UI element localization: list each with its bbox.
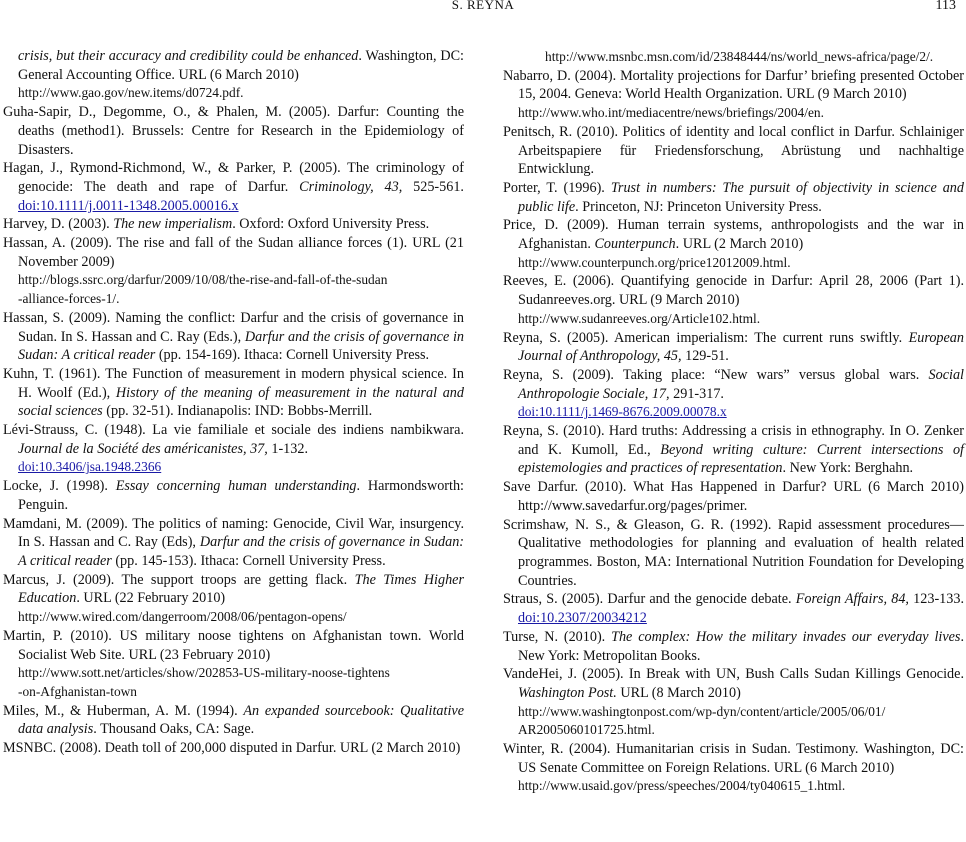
ref-url[interactable]: http://www.gao.gov/new.items/d0724.pdf. [18,85,244,101]
ref-title: Beyond writing culture: Current intersections of epistemologies and practices of representation [518,441,964,477]
ref-text: Kuhn, T. (1961). The Function of measurement in modern physical science. In H. Woolf (Ed.), [3,365,464,401]
ref-text: 525-561. [402,178,464,195]
ref-text: . New York: Berghahn. [782,460,914,477]
ref-text: Reeves, E. (2006). Quantifying genocide in Darfur: April 28, 2006 (Part 1). Sudanreeves.org. URL (9 March 2010) [503,273,964,309]
ref-text: Straus, S. (2005). Darfur and the genocide debate. [503,591,796,608]
ref-text: Penitsch, R. (2010). Politics of identity and local conflict in Darfur. Schlainiger Arbeitspapiere für Friedensforschung, Abrüstung und nachhaltige Entwicklung. [503,123,964,178]
references-right-column [503,48,964,796]
ref-text: Winter, R. (2004). Humanitarian crisis in Sudan. Testimony. Washington, DC: US Senate Committee on Foreign Relations. URL (6 March 2010) [503,741,964,776]
ref-text: URL (8 March 2010) [616,684,741,701]
ref-url[interactable]: http://www.sott.net/articles/show/202853-US-military-noose-tightens [18,665,390,681]
reference-entry [503,123,964,179]
reference-entry [3,47,464,103]
reference-entry [503,272,964,328]
ref-text: (pp. 145-153). Ithaca: Cornell University Press. [111,552,386,569]
ref-text: Locke, J. (1998). [3,478,116,495]
reference-entry [503,67,964,123]
ref-text: . URL (2 March 2010) [675,236,804,253]
reference-entry [503,422,964,478]
reference-entry [3,215,464,234]
ref-text: . Harmondsworth: Penguin. [18,478,464,513]
ref-journal: European Journal of Anthropology, 45, [518,329,964,365]
reference-entry [503,48,964,67]
ref-url[interactable]: http://www.counterpunch.org/price12012009.html. [518,254,791,270]
reference-entry [503,516,964,591]
references-left-column [3,47,464,758]
doi-link[interactable]: doi:10.1111/j.1469-8676.2009.00078.x [518,404,727,420]
ref-url[interactable]: http://www.sudanreeves.org/Article102.html. [518,310,761,326]
reference-entry [503,366,964,422]
ref-text: Turse, N. (2010). [503,628,612,645]
ref-journal: The Times Higher Education [18,571,464,607]
reference-entry [503,590,964,627]
reference-entry [503,740,964,796]
ref-title: An expanded sourcebook: Qualitative data analysis [18,702,464,738]
ref-url[interactable]: http://www.usaid.gov/press/speeches/2004/ty040615_1.html. [518,778,846,794]
doi-link[interactable]: doi:10.2307/20034212 [518,610,647,627]
ref-text: Hassan, A. (2009). The rise and fall of the Sudan alliance forces (1). URL (21 November 2009) [3,235,464,270]
ref-journal: Journal de la Société des américanistes, 37, [18,440,268,457]
ref-text: Lévi-Strauss, C. (1948). La vie familiale et sociale des indiens nambikwara. [3,422,464,439]
reference-entry [503,478,964,515]
ref-text: Price, D. (2009). Human terrain systems, anthropologists and the war in Afghanistan. [503,217,964,253]
ref-text: Porter, T. (1996). [503,179,611,196]
ref-title: Darfur and the crisis of governance in Sudan: A critical reader [18,534,465,569]
ref-url-continued[interactable]: -on-Afghanistan-town [18,683,137,699]
ref-text: Guha-Sapir, D., Degomme, O., & Phalen, M. (2005). Darfur: Counting the deaths (method1). Brussels: Centre for Research in the Epidemiology of Disasters. [3,104,464,158]
ref-journal: Foreign Affairs, 84, [795,591,909,608]
ref-journal: Washington Post. [518,684,617,701]
ref-text: Reyna, S. (2009). Taking place: “New wars” versus global wars. [503,366,929,383]
running-header-author: S. REYNA [451,0,515,12]
ref-text: . Princeton, NJ: Princeton University Press. [575,198,822,215]
reference-entry [3,421,464,477]
ref-journal: Criminology, 43, [299,178,403,195]
ref-text: MSNBC. (2008). Death toll of 200,000 disputed in Darfur. URL (2 March 2010) [3,740,461,757]
reference-entry [503,216,964,272]
ref-text: Nabarro, D. (2004). Mortality projections for Darfur’ briefing presented October 15, 2004. Geneva: World Health Organization. URL (9 March 2010) [503,67,964,103]
reference-entry [3,627,464,702]
ref-journal: Social Anthropologie Sociale, 17, [518,366,964,402]
reference-entry [3,702,464,739]
reference-entry [3,234,464,309]
ref-text: . Thousand Oaks, CA: Sage. [93,721,255,738]
ref-text: Martin, P. (2010). US military noose tightens on Afghanistan town. World Socialist Web Site. URL (23 February 2010) [3,627,464,663]
reference-entry [3,159,464,215]
reference-entry [3,571,464,627]
ref-title: crisis, but their accuracy and credibility could be enhanced [18,48,359,64]
ref-text: Scrimshaw, N. S., & Gleason, G. R. (1992). Rapid assessment procedures—Qualitative methodologies for planning and evaluation of health related programmes. Boston, MA: International Nutrition Foundation for Developing Countries. [503,516,964,589]
ref-text: 129-51. [681,348,729,365]
reference-entry [3,103,464,159]
ref-title: Darfur and the crisis of governance in Sudan: A critical reader [18,328,464,364]
ref-text: . URL (22 February 2010) [76,590,226,607]
ref-text: . Washington, DC: General Accounting Office. URL (6 March 2010) [18,48,464,83]
ref-text: (pp. 154-169). Ithaca: Cornell University Press. [155,347,430,364]
ref-title: Trust in numbers: The pursuit of objectivity in science and public life [518,179,964,215]
ref-text: Hagan, J., Rymond-Richmond, W., & Parker, P. (2005). The criminology of genocide: The death and rape of Darfur. [3,160,464,195]
ref-url-continued[interactable]: AR2005060101725.html. [518,722,655,738]
ref-url[interactable]: http://www.washingtonpost.com/wp-dyn/content/article/2005/06/01/ [518,703,886,719]
ref-text: . New York: Metropolitan Books. [518,628,965,664]
ref-text: 291-317. [669,385,724,402]
reference-entry [503,665,964,740]
ref-journal: Counterpunch [594,236,676,253]
ref-url[interactable]: http://blogs.ssrc.org/darfur/2009/10/08/the-rise-and-fall-of-the-sudan [18,272,388,288]
ref-text: . Oxford: Oxford University Press. [232,216,430,233]
ref-text: Reyna, S. (2005). American imperialism: The current runs swiftly. [503,329,909,346]
ref-title: History of the meaning of measurement in the natural and social sciences [18,384,464,420]
ref-text: Marcus, J. (2009). The support troops are getting flack. [3,571,355,588]
ref-title: The complex: How the military invades our everyday lives [611,628,961,645]
ref-text: Mamdani, M. (2009). The politics of naming: Genocide, Civil War, insurgency. In S. Hassan and C. Ray (Eds), [3,515,464,551]
reference-entry [3,515,464,571]
ref-text: (pp. 32-51). Indianapolis: IND: Bobbs-Merrill. [102,403,373,420]
reference-entry [3,365,464,421]
ref-text: Hassan, S. (2009). Naming the conflict: Darfur and the crisis of governance in Sudan. In S. Hassan and C. Ray (Eds.), [3,309,464,345]
ref-text: VandeHei, J. (2005). In Break with UN, Bush Calls Sudan Killings Genocide. [503,666,964,683]
ref-url[interactable]: http://www.wired.com/dangerroom/2008/06/pentagon-opens/ [18,609,347,625]
ref-url-continued[interactable]: -alliance-forces-1/. [18,291,120,307]
reference-entry [3,739,464,758]
reference-entry [3,309,464,365]
page-number: 113 [935,0,956,13]
ref-text: 123-133. [908,591,964,608]
doi-link[interactable]: doi:10.1111/j.0011-1348.2005.00016.x [18,197,239,214]
ref-title: Essay concerning human understanding [115,478,357,495]
ref-text: Miles, M., & Huberman, A. M. (1994). [3,702,244,719]
reference-entry [503,329,964,366]
doi-link[interactable]: doi:10.3406/jsa.1948.2366 [18,459,162,475]
reference-entry [503,628,964,665]
ref-text: 1-132. [267,440,309,457]
ref-text: Reyna, S. (2010). Hard truths: Addressing a crisis in ethnography. In O. Zenker and K. Kumoll, Ed., [503,423,964,458]
ref-text: Harvey, D. (2003). [3,216,114,233]
ref-title: The new imperialism [113,216,233,233]
ref-url[interactable]: http://www.who.int/mediacentre/news/briefings/2004/en. [518,105,824,121]
ref-url[interactable]: http://www.msnbc.msn.com/id/23848444/ns/world_news-africa/page/2/. [545,49,934,64]
ref-text: Save Darfur. (2010). What Has Happened in Darfur? URL (6 March 2010) http://www.savedarfur.org/pages/primer. [503,479,964,514]
reference-entry [503,179,964,216]
reference-entry [3,477,464,514]
